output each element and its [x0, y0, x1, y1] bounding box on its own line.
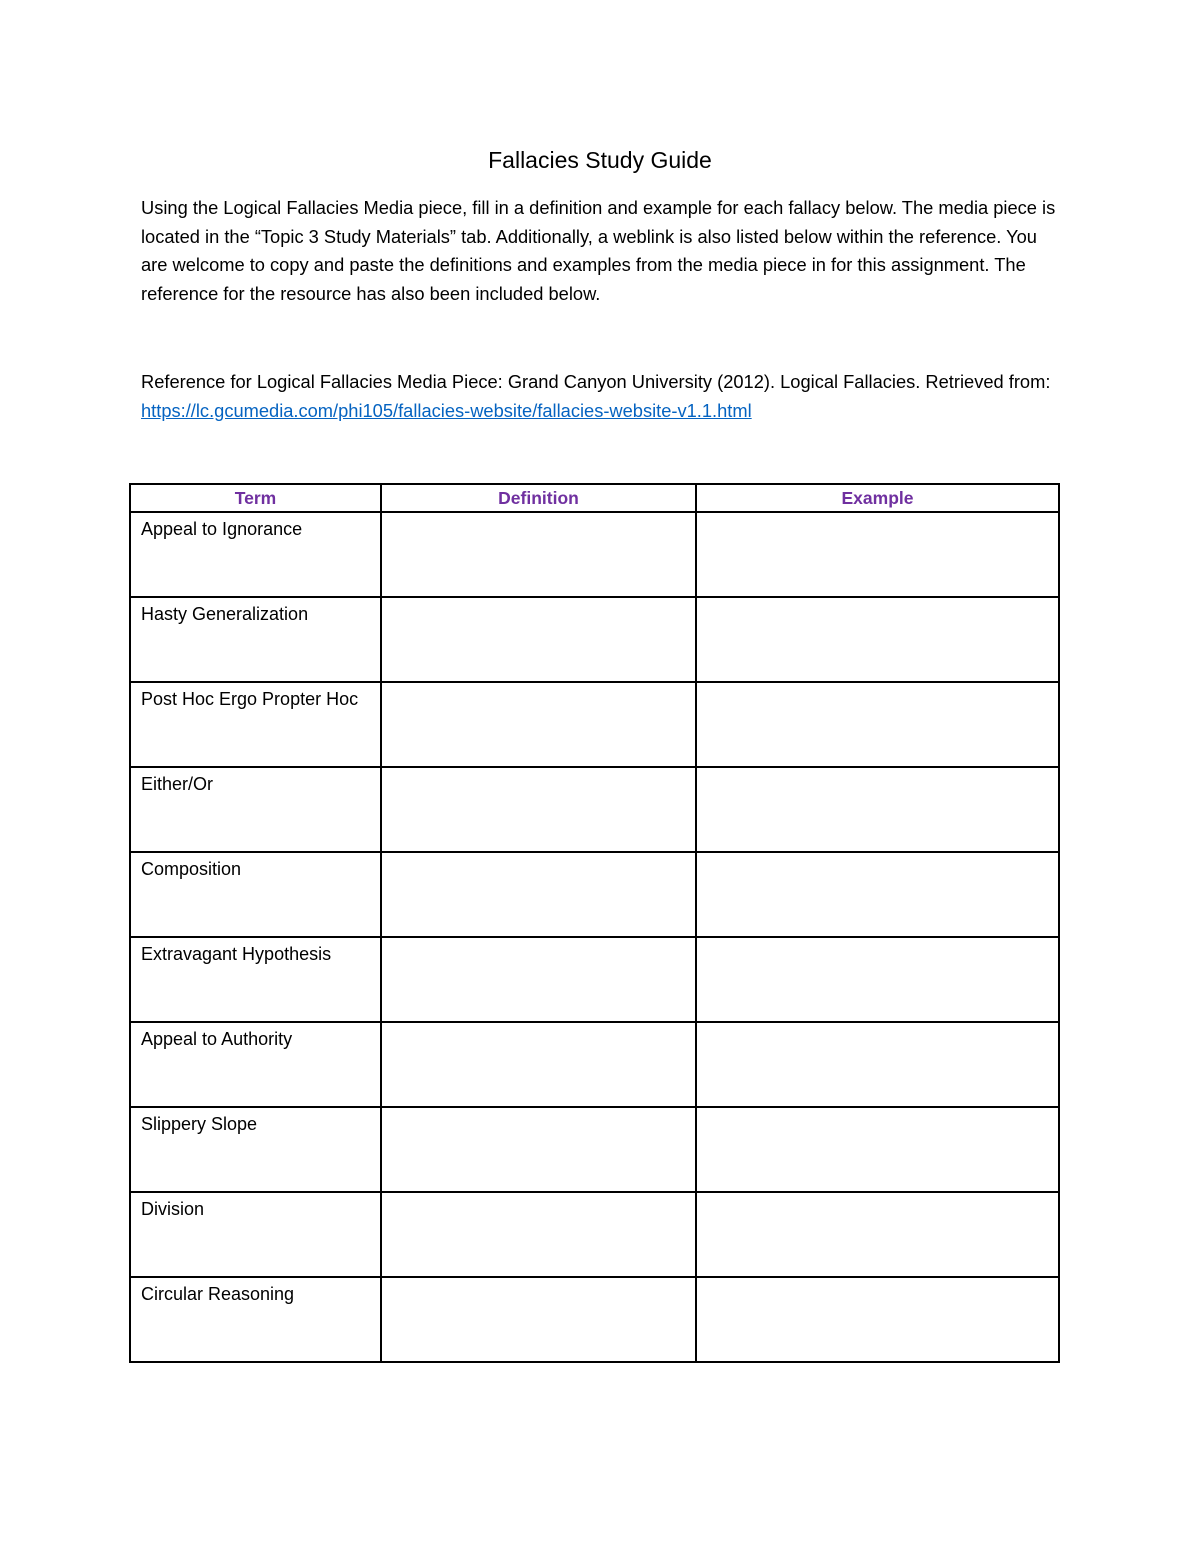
definition-cell[interactable] [381, 1022, 696, 1107]
fallacies-table [129, 483, 1060, 1363]
example-cell[interactable] [696, 682, 1059, 767]
definition-cell[interactable] [381, 1277, 696, 1362]
definition-cell[interactable] [381, 937, 696, 1022]
term-cell: Composition [130, 852, 381, 937]
table-row [130, 937, 1059, 1022]
reference-link[interactable]: https://lc.gcumedia.com/phi105/fallacies-website/fallacies-website-v1.1.html [141, 399, 752, 421]
table-row [130, 767, 1059, 852]
definition-cell[interactable] [381, 682, 696, 767]
term-cell: Division [130, 1192, 381, 1277]
header-example: Example [696, 484, 1059, 512]
term-cell: Appeal to Authority [130, 1022, 381, 1107]
example-cell[interactable] [696, 852, 1059, 937]
header-term: Term [130, 484, 381, 512]
definition-cell[interactable] [381, 1192, 696, 1277]
definition-cell[interactable] [381, 1107, 696, 1192]
example-cell[interactable] [696, 1192, 1059, 1277]
table-row [130, 1022, 1059, 1107]
reference-text: Reference for Logical Fallacies Media Piece: Grand Canyon University (2012). Logical Fallacies. Retrieved from: [141, 371, 1051, 392]
table-row [130, 512, 1059, 597]
term-cell: Either/Or [130, 767, 381, 852]
definition-cell[interactable] [381, 852, 696, 937]
example-cell[interactable] [696, 512, 1059, 597]
table-row [130, 1192, 1059, 1277]
table-row [130, 597, 1059, 682]
table-row [130, 1107, 1059, 1192]
term-cell: Extravagant Hypothesis [130, 937, 381, 1022]
example-cell[interactable] [696, 1107, 1059, 1192]
definition-cell[interactable] [381, 767, 696, 852]
definition-cell[interactable] [381, 597, 696, 682]
term-cell: Post Hoc Ergo Propter Hoc [130, 682, 381, 767]
example-cell[interactable] [696, 1022, 1059, 1107]
intro-paragraph: Using the Logical Fallacies Media piece, fill in a definition and example for each fallacy below. The media piece is located in the “Topic 3 Study Materials” tab. Additionally, a weblink is also listed below within the reference. You are welcome to copy and paste the definitions and examples from the media piece in for this assignment. The reference for the resource has also been included below. [141, 197, 1056, 304]
example-cell[interactable] [696, 597, 1059, 682]
example-cell[interactable] [696, 1277, 1059, 1362]
table-row [130, 852, 1059, 937]
page-title: Fallacies Study Guide [488, 147, 712, 173]
term-cell: Slippery Slope [130, 1107, 381, 1192]
table-row [130, 1277, 1059, 1362]
term-cell: Appeal to Ignorance [130, 512, 381, 597]
table-row [130, 682, 1059, 767]
definition-cell[interactable] [381, 512, 696, 597]
example-cell[interactable] [696, 767, 1059, 852]
term-cell: Hasty Generalization [130, 597, 381, 682]
term-cell: Circular Reasoning [130, 1277, 381, 1362]
table-header-row [130, 484, 1059, 512]
example-cell[interactable] [696, 937, 1059, 1022]
header-definition: Definition [381, 484, 696, 512]
reference-paragraph [141, 368, 1061, 425]
